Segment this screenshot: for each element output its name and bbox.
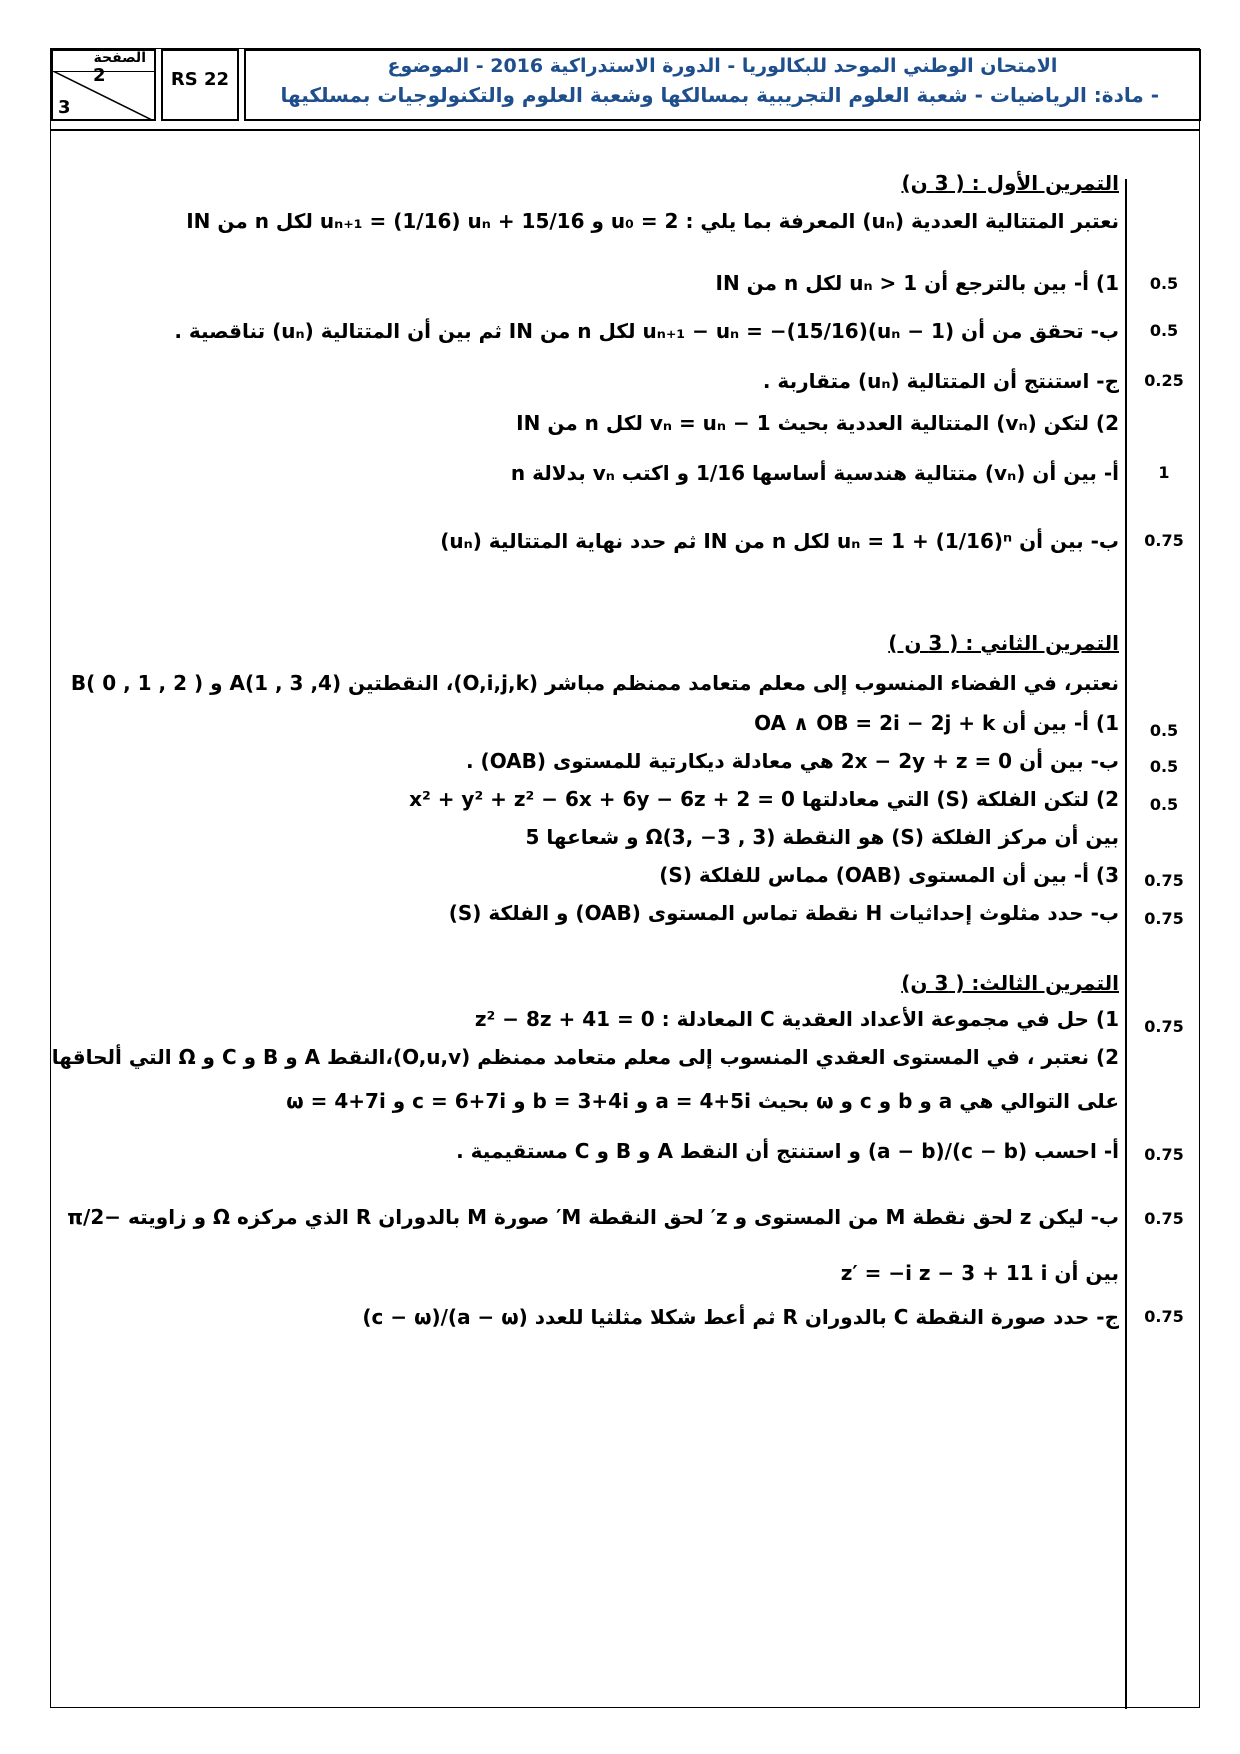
score: 0.5 <box>1149 321 1179 340</box>
ex1-q2b: ب- بين أن uₙ = 1 + (1/16)ⁿ لكل n من IN ثم حدد نهاية المتتالية (uₙ) <box>440 529 1119 553</box>
exercise-3-title: التمرين الثالث: ( 3 ن) <box>901 971 1119 995</box>
page-number-box <box>51 49 156 121</box>
ex3-q2c: ج- حدد صورة النقطة C بالدوران R ثم أعط شكلا مثلثيا للعدد (a − ω)/(c − ω) <box>362 1305 1119 1329</box>
ex1-q1b: ب- تحقق من أن uₙ₊₁ − uₙ = −(15/16)(uₙ − 1) لكل n من IN ثم بين أن المتتالية (uₙ) تناقصية . <box>174 319 1119 343</box>
ex3-q2b-show: بين أن z′ = −i z − 3 + 11 i <box>840 1261 1119 1285</box>
ex3-q1: 1) حل في مجموعة الأعداد العقدية C المعادلة : z² − 8z + 41 = 0 <box>474 1007 1119 1031</box>
exam-title: الامتحان الوطني الموحد للبكالوريا - الدورة الاستدراكية 2016 - الموضوع <box>387 55 1058 77</box>
ex1-q2: 2) لتكن (vₙ) المتتالية العددية بحيث vₙ = uₙ − 1 لكل n من IN <box>516 411 1119 435</box>
ex2-q3a: 3) أ- بين أن المستوى (OAB) مماس للفلكة (S) <box>659 863 1119 887</box>
ex3-q2: 2) نعتبر ، في المستوى العقدي المنسوب إلى معلم متعامد ممنظم (O,u,v)،النقط A و B و C و Ω التي ألحاقها <box>51 1045 1119 1069</box>
exam-code: RS 22 <box>161 49 239 121</box>
ex1-q1a: 1) أ- بين بالترجع أن uₙ > 1 لكل n من IN <box>715 271 1119 295</box>
score: 0.5 <box>1149 274 1179 293</box>
ex3-q2a: أ- احسب (c − b)/(a − b) و استنتج أن النقط A و B و C مستقيمية . <box>456 1139 1119 1163</box>
score: 0.75 <box>1144 871 1184 890</box>
score: 0.75 <box>1144 1145 1184 1164</box>
ex2-q3b: ب- حدد مثلوث إحداثيات H نقطة تماس المستوى (OAB) و الفلكة (S) <box>448 901 1119 925</box>
header-rule <box>51 129 1199 131</box>
exam-title-box <box>244 49 1201 121</box>
ex2-q2-center: بين أن مركز الفلكة (S) هو النقطة Ω(3, −3 , 3) و شعاعها 5 <box>525 825 1119 849</box>
score: 0.75 <box>1144 909 1184 928</box>
score: 0.5 <box>1149 795 1179 814</box>
ex3-affixes: على التوالي هي a و b و c و ω بحيث a = 4+5i و b = 3+4i و c = 6+7i و ω = 4+7i <box>286 1089 1119 1113</box>
score: 0.5 <box>1149 721 1179 740</box>
page-number: 2 <box>93 65 106 86</box>
ex3-q2b: ب- ليكن z لحق نقطة M من المستوى و z′ لحق النقطة M′ صورة M بالدوران R الذي مركزه Ω و زاويته −π/2 <box>67 1205 1119 1229</box>
page-total: 3 <box>58 97 71 118</box>
exercise-1-title: التمرين الأول : ( 3 ن) <box>901 171 1119 195</box>
ex2-statement: نعتبر، في الفضاء المنسوب إلى معلم متعامد ممنظم مباشر (O,i,j,k)، النقطتين A(1 , 3 ,4) و B( 0 , 1 , 2 ) <box>70 671 1119 695</box>
score: 0.75 <box>1144 1017 1184 1036</box>
exam-subject: - مادة: الرياضيات - شعبة العلوم التجريبية بمسالكها وشعبة العلوم والتكنولوجيات بمسلكيها <box>280 83 1159 107</box>
page-label: الصفحة <box>93 50 146 66</box>
ex1-statement: نعتبر المتتالية العددية (uₙ) المعرفة بما يلي : u₀ = 2 و uₙ₊₁ = (1/16) uₙ + 15/16 لكل n من IN <box>186 209 1119 233</box>
ex2-q1a: 1) أ- بين أن OA ∧ OB = 2i − 2j + k <box>754 711 1119 735</box>
score: 0.75 <box>1144 1209 1184 1228</box>
score-column-rule <box>1125 179 1127 1709</box>
exam-page <box>50 48 1200 1708</box>
score: 0.75 <box>1144 1307 1184 1326</box>
score: 0.25 <box>1144 371 1184 390</box>
ex1-q2a: أ- بين أن (vₙ) متتالية هندسية أساسها 1/16 و اكتب vₙ بدلالة n <box>510 461 1119 485</box>
ex1-q1c: ج- استنتج أن المتتالية (uₙ) متقاربة . <box>762 369 1119 393</box>
score: 1 <box>1158 463 1170 482</box>
ex2-q2: 2) لتكن الفلكة (S) التي معادلتها x² + y² + z² − 6x + 6y − 6z + 2 = 0 <box>409 787 1119 811</box>
exam-header <box>51 49 1199 131</box>
exercise-2-title: التمرين الثاني : ( 3 ن ) <box>888 631 1119 655</box>
score: 0.75 <box>1144 531 1184 550</box>
score: 0.5 <box>1149 757 1179 776</box>
ex2-q1b: ب- بين أن 2x − 2y + z = 0 هي معادلة ديكارتية للمستوى (OAB) . <box>465 749 1119 773</box>
